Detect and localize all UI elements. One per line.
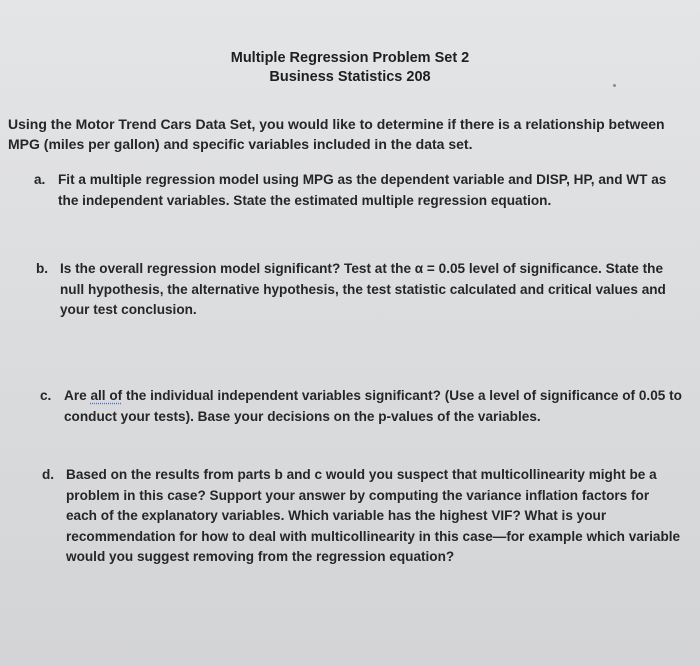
question-c-marker: c. bbox=[40, 388, 52, 403]
question-c-text-rest: the individual independent variables significant? (Use a level of significance of 0.05 to conduct your tests). Base your decisions on the p-values of the variables. bbox=[64, 388, 682, 424]
spellcheck-flagged-text: all of bbox=[90, 388, 123, 403]
intro-paragraph: Using the Motor Trend Cars Data Set, you would like to determine if there is a relationship between MPG (miles per gallon) and specific variables included in the data set. bbox=[8, 116, 665, 152]
question-b-text: Is the overall regression model significant? Test at the α = 0.05 level of significance. State the null hypothesis, the alternative hypothesis, the test statistic calculated and critical values and your test conclusion. bbox=[60, 261, 666, 317]
paper-speck bbox=[613, 84, 616, 87]
question-d-text: Based on the results from parts b and c would you suspect that multicollinearity might be a problem in this case? Support your answer by computing the variance inflation factors for each of the explanatory variables. Which variable has the highest VIF? What is your recommendation for how to deal with multicollinearity in this case—for example which variable would you suggest removing from the regression equation? bbox=[66, 467, 681, 564]
document-title: Multiple Regression Problem Set 2 bbox=[230, 50, 470, 66]
question-c-text bbox=[64, 386, 690, 427]
document-subtitle: Business Statistics 208 bbox=[269, 69, 431, 85]
question-a-marker: a. bbox=[34, 172, 46, 187]
question-d-marker: d. bbox=[42, 467, 55, 482]
question-c-text-start: Are bbox=[64, 388, 91, 403]
question-a-text: Fit a multiple regression model using MPG as the dependent variable and DISP, HP, and WT as the independent variables. State the estimated multiple regression equation. bbox=[58, 172, 667, 208]
question-b-marker: b. bbox=[36, 261, 49, 276]
